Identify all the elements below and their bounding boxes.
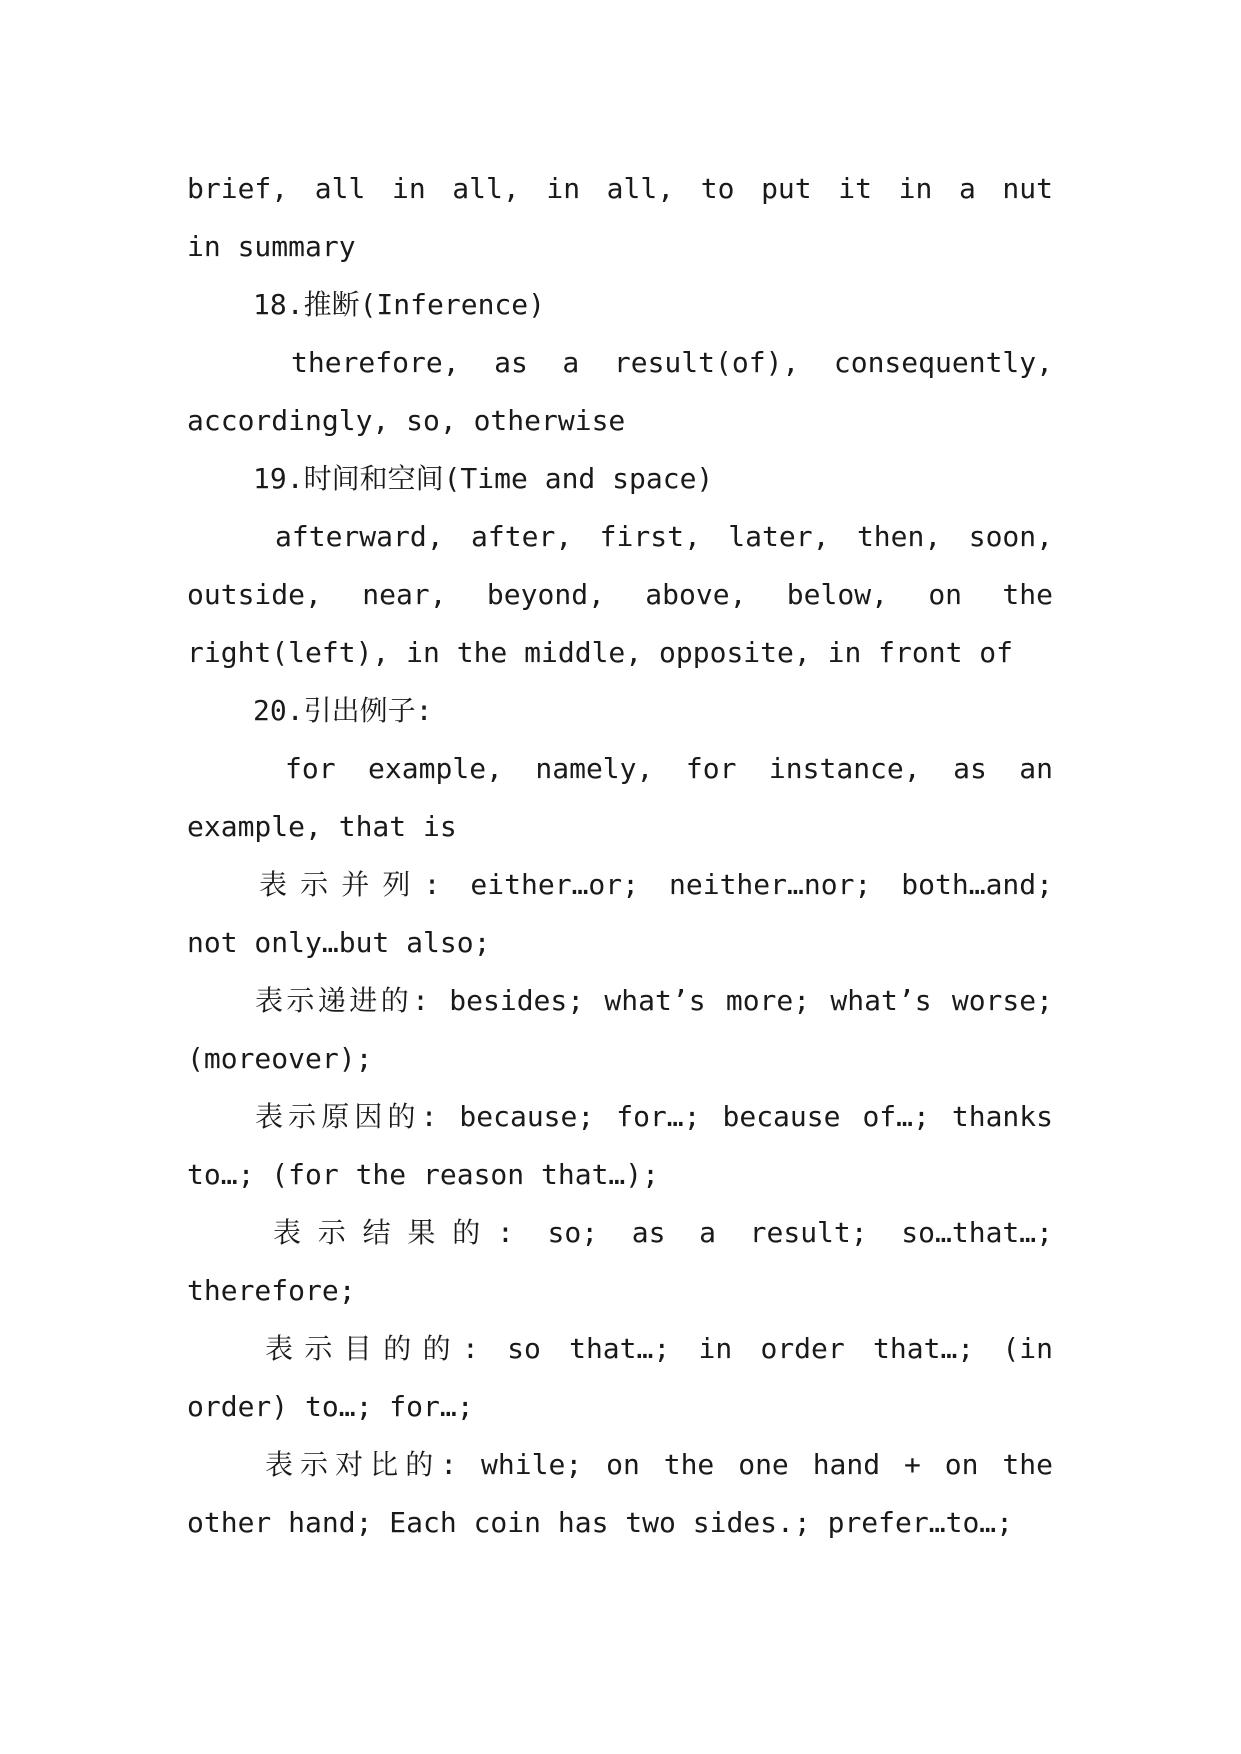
document-body	[187, 160, 1053, 1552]
text-line: example, that is	[187, 810, 457, 843]
text-line: 表示递进的: besides; what’s more; what’s worse;	[255, 984, 1053, 1017]
text-line: not only…but also;	[187, 926, 491, 959]
text-line: 表示并列: either…or; neither…nor; both…and;	[259, 868, 1053, 901]
text-line: afterward, after, first, later, then, soon,	[275, 520, 1053, 553]
text-line: to…; (for the reason that…);	[187, 1158, 660, 1191]
text-line: in summary	[187, 230, 356, 263]
section-heading: 19.时间和空间(Time and space)	[253, 462, 714, 495]
text-line: therefore, as a result(of), consequently,	[291, 346, 1053, 379]
text-line: (moreover);	[187, 1042, 373, 1075]
section-heading: 20.引出例子:	[253, 694, 433, 727]
section-heading: 18.推断(Inference)	[253, 288, 546, 321]
text-line: brief, all in all, in all, to put it in a nut	[187, 172, 1053, 205]
text-line: 表示原因的: because; for…; because of…; thanks	[255, 1100, 1053, 1133]
text-line: 表示目的的: so that…; in order that…; (in	[265, 1332, 1053, 1365]
text-line: other hand; Each coin has two sides.; prefer…to…;	[187, 1506, 1014, 1539]
text-line: 表示结果的: so; as a result; so…that…;	[273, 1216, 1053, 1249]
text-line: therefore;	[187, 1274, 356, 1307]
text-line: outside, near, beyond, above, below, on the	[187, 578, 1053, 611]
text-line: 表示对比的: while; on the one hand + on the	[265, 1448, 1053, 1481]
text-line: accordingly, so, otherwise	[187, 404, 626, 437]
text-line: for example, namely, for instance, as an	[285, 752, 1053, 785]
text-line: right(left), in the middle, opposite, in front of	[187, 636, 1014, 669]
text-line: order) to…; for…;	[187, 1390, 474, 1423]
